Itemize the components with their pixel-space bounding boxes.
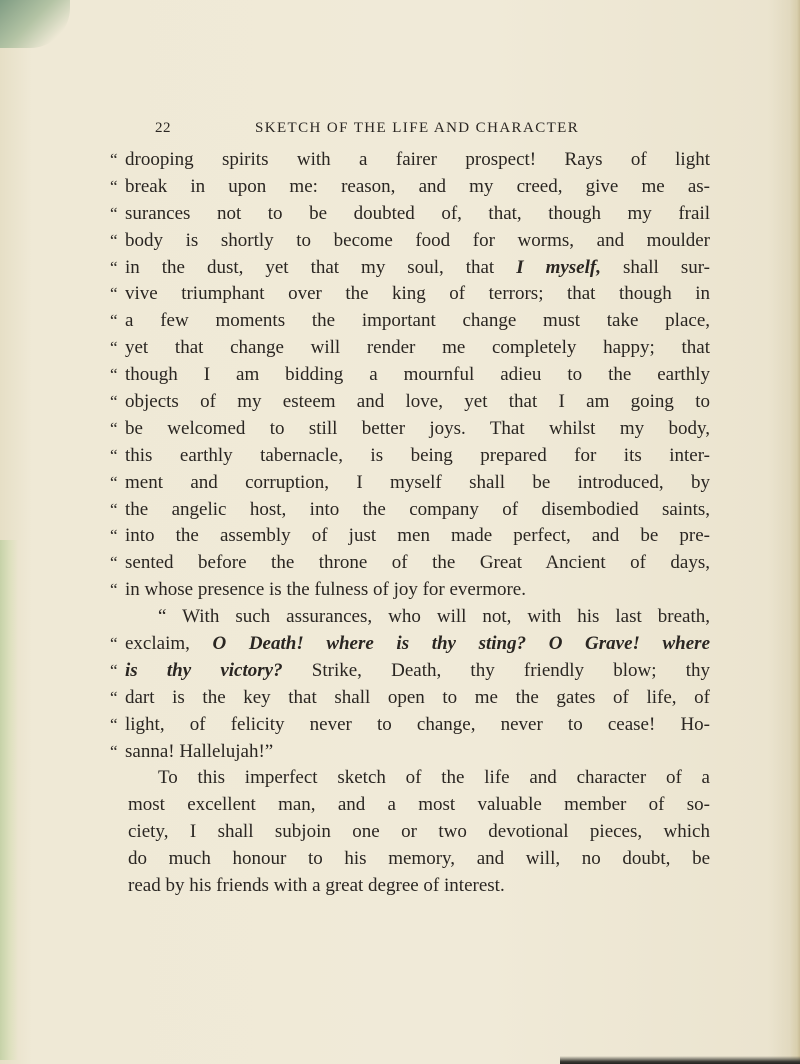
line-text: do much honour to his memory, and will, no doubt, be bbox=[128, 848, 710, 870]
line-text bbox=[110, 255, 710, 282]
text-line bbox=[110, 335, 710, 362]
text-line bbox=[110, 389, 710, 416]
line-text: vive triumphant over the king of terrors; that though in bbox=[125, 283, 710, 305]
line-text: sented before the throne of the Great Ancient of days, bbox=[125, 552, 710, 574]
quote-mark: “ bbox=[110, 176, 118, 196]
text-line bbox=[110, 174, 710, 201]
text-line bbox=[110, 523, 710, 550]
quote-mark: “ bbox=[110, 714, 118, 734]
line-text: sanna! Hallelujah!” bbox=[125, 740, 274, 762]
line-text bbox=[110, 631, 710, 658]
line-text-pre: exclaim, bbox=[125, 633, 213, 655]
quote-mark: “ bbox=[110, 365, 118, 385]
line-text-italic: is thy victory? bbox=[125, 659, 283, 681]
quote-mark: “ bbox=[110, 203, 118, 223]
text-line bbox=[110, 147, 710, 174]
line-text-pre: in the dust, yet that my soul, that bbox=[125, 256, 517, 278]
line-text: the angelic host, into the company of disembodied saints, bbox=[125, 498, 710, 520]
text-line bbox=[110, 308, 710, 335]
line-text: in whose presence is the fulness of joy for evermore. bbox=[125, 579, 526, 601]
text-line bbox=[110, 712, 710, 739]
line-text: dart is the key that shall open to me the gates of life, of bbox=[125, 686, 710, 708]
quote-mark: “ bbox=[110, 150, 118, 169]
page-bottom-shadow bbox=[560, 1056, 800, 1064]
line-text-italic: I myself, bbox=[516, 256, 601, 278]
text-line bbox=[110, 685, 710, 712]
line-text: objects of my esteem and love, yet that I am going to bbox=[125, 391, 710, 413]
line-text-post: Strike, Death, thy friendly blow; thy bbox=[282, 659, 710, 681]
text-line bbox=[110, 739, 710, 766]
quote-mark: “ bbox=[110, 660, 118, 680]
line-text: To this imperfect sketch of the life and character of a bbox=[158, 767, 710, 789]
quote-mark: “ bbox=[110, 311, 118, 331]
line-text: “ With such assurances, who will not, with his last breath, bbox=[158, 606, 710, 628]
line-text: most excellent man, and a most valuable member of so- bbox=[128, 794, 710, 816]
quote-mark: “ bbox=[110, 392, 118, 412]
text-line bbox=[110, 470, 710, 497]
quote-mark: “ bbox=[110, 553, 118, 573]
line-text: ment and corruption, I myself shall be introduced, by bbox=[125, 471, 710, 493]
page-header bbox=[155, 120, 715, 142]
line-text: yet that change will render me completely happy; that bbox=[125, 337, 710, 359]
line-text: surances not to be doubted of, that, though my frail bbox=[125, 202, 710, 224]
text-line bbox=[110, 550, 710, 577]
quote-mark: “ bbox=[110, 338, 118, 358]
line-text: though I am bidding a mournful adieu to the earthly bbox=[125, 364, 710, 386]
text-line bbox=[110, 201, 710, 228]
line-text: ciety, I shall subjoin one or two devotional pieces, which bbox=[128, 821, 710, 843]
text-line bbox=[110, 792, 710, 819]
quote-mark: “ bbox=[110, 257, 118, 277]
text-line bbox=[110, 281, 710, 308]
text-line bbox=[110, 255, 710, 282]
text-line bbox=[110, 362, 710, 389]
line-text: this earthly tabernacle, is being prepared for its inter- bbox=[125, 444, 710, 466]
line-text bbox=[110, 658, 710, 685]
quote-mark: “ bbox=[110, 284, 118, 304]
quote-mark: “ bbox=[110, 526, 118, 546]
text-line bbox=[110, 658, 710, 685]
quote-mark: “ bbox=[110, 472, 118, 492]
quote-mark: “ bbox=[110, 580, 118, 600]
page-corner-stain bbox=[0, 0, 70, 48]
text-line bbox=[110, 577, 710, 604]
line-text: read by his friends with a great degree of interest. bbox=[128, 875, 505, 897]
quote-mark: “ bbox=[110, 634, 118, 654]
text-line bbox=[110, 443, 710, 470]
page-edge-right bbox=[790, 0, 800, 1064]
quote-mark: “ bbox=[110, 230, 118, 250]
page-number: 22 bbox=[155, 120, 171, 136]
line-text-post: shall sur- bbox=[600, 256, 710, 278]
text-line bbox=[110, 846, 710, 873]
text-line bbox=[110, 497, 710, 524]
quote-mark: “ bbox=[110, 445, 118, 465]
quote-mark: “ bbox=[110, 499, 118, 519]
line-text-italic: O Death! where is thy sting? O Grave! where bbox=[212, 633, 710, 655]
quote-mark: “ bbox=[110, 687, 118, 707]
body-text bbox=[110, 147, 710, 900]
quote-mark: “ bbox=[110, 741, 118, 761]
text-line bbox=[110, 631, 710, 658]
text-line bbox=[110, 416, 710, 443]
line-text: into the assembly of just men made perfect, and be pre- bbox=[125, 525, 710, 547]
line-text: drooping spirits with a fairer prospect! Rays of light bbox=[125, 149, 710, 170]
line-text: a few moments the important change must take place, bbox=[125, 310, 710, 332]
quote-mark: “ bbox=[110, 418, 118, 438]
text-line bbox=[110, 765, 710, 792]
text-line bbox=[110, 228, 710, 255]
text-line bbox=[110, 604, 710, 631]
line-text: be welcomed to still better joys. That whilst my body, bbox=[125, 417, 710, 439]
text-line bbox=[110, 873, 710, 900]
running-head: SKETCH OF THE LIFE AND CHARACTER bbox=[255, 120, 580, 136]
line-text: break in upon me: reason, and my creed, give me as- bbox=[125, 175, 710, 197]
text-line bbox=[110, 819, 710, 846]
line-text: light, of felicity never to change, never to cease! Ho- bbox=[125, 713, 710, 735]
line-text: body is shortly to become food for worms, and moulder bbox=[125, 229, 710, 251]
page-edge-left bbox=[0, 540, 18, 1060]
